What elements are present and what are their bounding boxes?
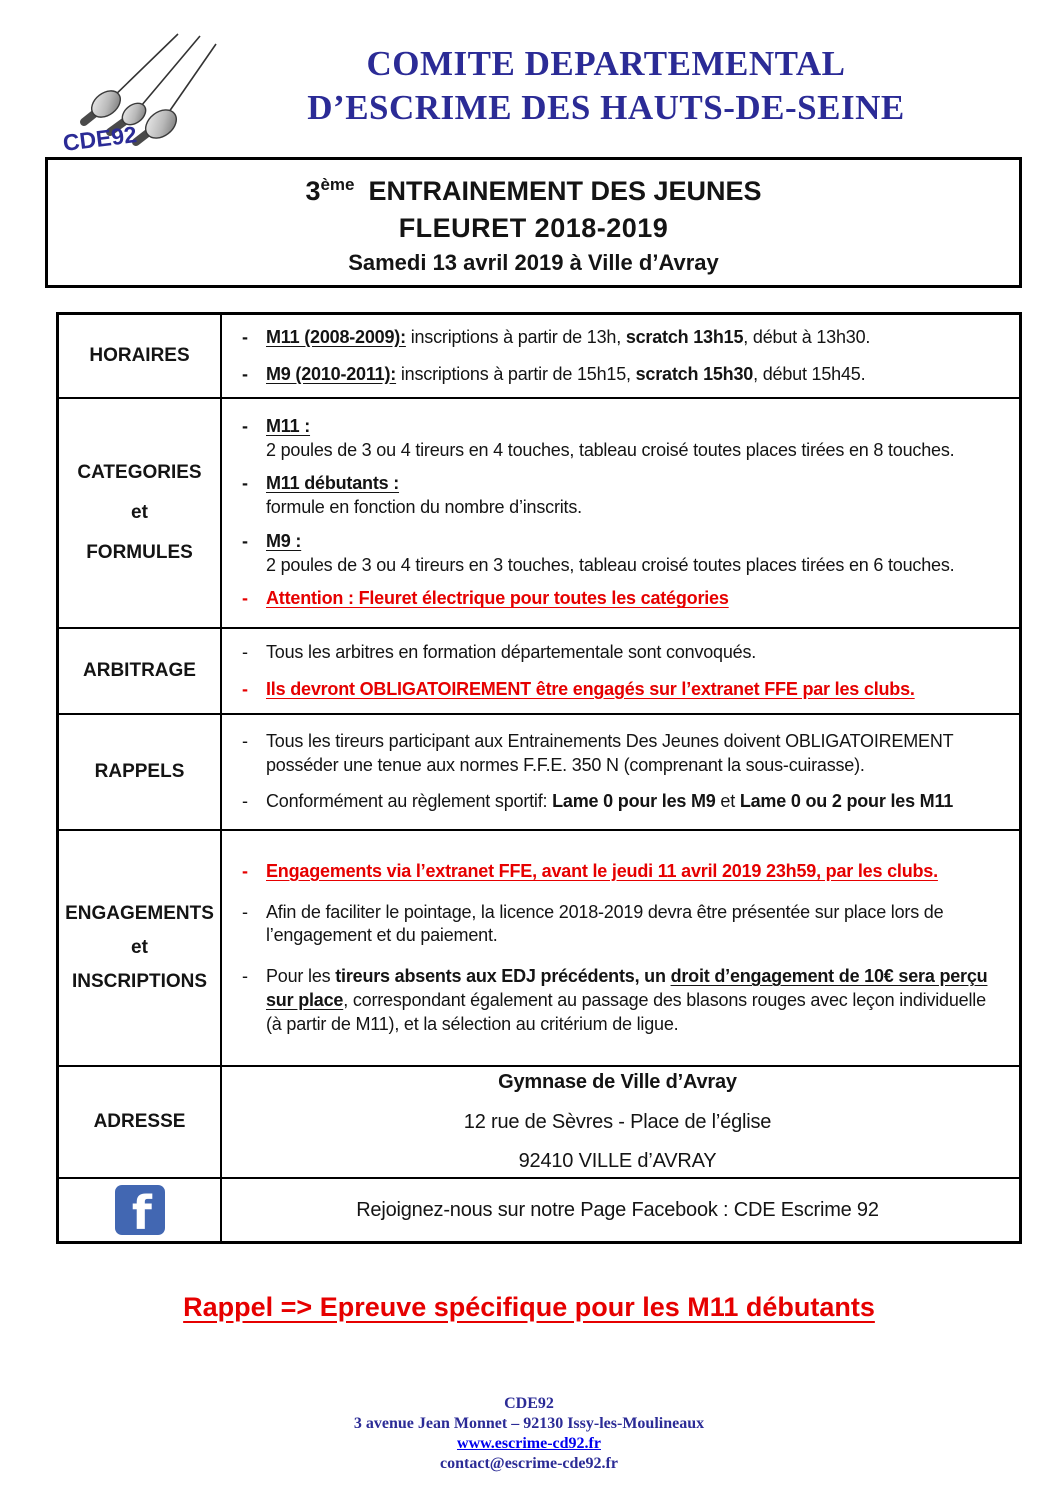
- bullet-dash: -: [242, 641, 248, 662]
- text-segment: droit d’engagement de 10€ sera perçu sur place: [266, 966, 988, 1010]
- text-segment: M11 :: [266, 415, 311, 436]
- text-segment: Pour les: [266, 966, 336, 986]
- centered-line: [242, 1148, 993, 1174]
- text-segment: scratch 13h15: [625, 326, 744, 347]
- text-segment: M11 débutants :: [266, 473, 400, 494]
- text-segment: inscriptions à partir de 15h15,: [396, 363, 636, 384]
- row-content-cell: [222, 399, 1019, 627]
- text-segment: Tous les arbitres en formation départementale sont convoqués.: [266, 641, 757, 662]
- bullet-dash: -: [242, 966, 248, 986]
- facebook-f-glyph: f: [131, 1186, 152, 1235]
- bullet-item: [242, 363, 993, 387]
- text-segment: Afin de faciliter le pointage, la licence 2018-2019 devra être présentée sur place lors de l’engagement et du paiement.: [266, 901, 944, 946]
- bullet-text: [266, 790, 993, 814]
- event-name: ENTRAINEMENT DES JEUNES: [368, 175, 762, 206]
- row-content-cell: [222, 1179, 1019, 1241]
- row-content-cell: [222, 1067, 1019, 1177]
- event-weapon-season: FLEURET 2018-2019: [398, 212, 669, 243]
- table-row: [59, 831, 1019, 1067]
- row-label-cell: [59, 629, 222, 713]
- row-label-cell: [59, 399, 222, 627]
- text-segment: 2 poules de 3 ou 4 tireurs en 4 touches, tableau croisé toutes places tirées en 8 touches.: [266, 439, 955, 460]
- bullet-item: [242, 641, 993, 665]
- row-label: CATEGORIES: [77, 462, 202, 483]
- text-segment: M9 :: [266, 530, 302, 551]
- row-label: ENGAGEMENTS: [65, 903, 214, 924]
- event-title-box: [45, 157, 1022, 288]
- bullet-dash: -: [242, 530, 248, 551]
- text-segment: , un: [634, 966, 671, 986]
- facebook-icon[interactable]: [115, 1185, 165, 1235]
- text-segment: Rejoignez-nous sur notre Page Facebook : CDE Escrime 92: [356, 1198, 879, 1221]
- bullet-item: [242, 678, 993, 702]
- bullet-item: [242, 472, 993, 520]
- bullet-item: [242, 326, 993, 350]
- page-title-line2: D’ESCRIME DES HAUTS-DE-SEINE: [307, 88, 905, 127]
- text-segment: M9 (2010-2011):: [266, 363, 397, 384]
- row-label: ADRESSE: [93, 1111, 186, 1132]
- bullet-text: [266, 472, 993, 520]
- footer-website-link[interactable]: www.escrime-cd92.fr: [457, 1435, 601, 1452]
- bullet-dash: -: [242, 860, 248, 881]
- row-label: HORAIRES: [89, 345, 190, 366]
- row-label: et: [131, 502, 148, 523]
- text-segment: M11 (2008-2009):: [266, 326, 406, 347]
- centered-line: [242, 1109, 993, 1135]
- bullet-item: [242, 530, 993, 578]
- bullet-text: [266, 678, 993, 702]
- bullet-dash: -: [242, 730, 248, 751]
- text-segment: 92410 VILLE d’AVRAY: [518, 1150, 717, 1173]
- text-segment: Tous les tireurs participant aux Entrainements Des Jeunes doivent OBLIGATOIREMENT posséder une tenue aux normes F.F.E. 350 N (comprenant la sous-cuirasse).: [266, 730, 954, 775]
- bullet-item: [242, 790, 993, 814]
- table-row: [59, 629, 1019, 715]
- text-segment: Gymnase de Ville d’Avray: [498, 1071, 737, 1094]
- bullet-dash: -: [242, 363, 248, 384]
- bullet-dash: -: [242, 473, 248, 494]
- row-label: et: [131, 937, 148, 958]
- bullet-dash: -: [242, 415, 248, 436]
- bullet-text: [266, 901, 993, 949]
- text-segment: scratch 15h30: [635, 363, 754, 384]
- row-label: ARBITRAGE: [83, 660, 196, 681]
- bullet-item: [242, 587, 993, 611]
- row-content-cell: [222, 629, 1019, 713]
- table-row: [59, 1179, 1019, 1241]
- bullet-item: [242, 965, 993, 1036]
- bullet-dash: -: [242, 588, 248, 609]
- logo-label: CDE92: [61, 121, 139, 156]
- row-label-cell: [59, 1067, 222, 1177]
- bullet-item: [242, 415, 993, 463]
- bullet-text: [266, 363, 993, 387]
- bullet-text: [266, 326, 993, 350]
- text-segment: 12 rue de Sèvres - Place de l’église: [463, 1110, 772, 1133]
- text-segment: Lame 0 pour les M9: [552, 791, 716, 812]
- row-label: RAPPELS: [94, 761, 185, 782]
- bullet-text: [266, 530, 993, 578]
- page-title-line1: COMITE DEPARTEMENTAL: [366, 44, 846, 83]
- row-label-cell: [59, 715, 222, 829]
- bullet-dash: -: [242, 901, 248, 922]
- table-row: [59, 1067, 1019, 1179]
- bullet-text: [266, 587, 993, 611]
- text-segment: et: [715, 791, 740, 812]
- text-segment: , début à 13h30.: [743, 326, 871, 347]
- centered-line: [242, 1069, 993, 1095]
- text-segment: Engagements via l’extranet FFE, avant le jeudi 11 avril 2019 23h59, par les clubs.: [266, 860, 938, 881]
- table-row: [59, 399, 1019, 629]
- text-segment: Attention : Fleuret électrique pour toutes les catégories: [266, 588, 729, 609]
- page-footer: [0, 1394, 1058, 1474]
- bullet-text: [266, 415, 993, 463]
- table-row: [59, 315, 1019, 399]
- row-content-cell: [222, 715, 1019, 829]
- fencing-foils-icon: [42, 24, 217, 162]
- info-table: [56, 312, 1022, 1244]
- bullet-item: [242, 901, 993, 949]
- bullet-text: [266, 641, 993, 665]
- bullet-dash: -: [242, 791, 248, 812]
- text-segment: inscriptions à partir de 13h,: [405, 326, 626, 347]
- row-label-cell: [59, 1179, 222, 1241]
- row-content-cell: [222, 315, 1019, 397]
- text-segment: Ils devront OBLIGATOIREMENT être engagés sur l’extranet FFE par les clubs.: [266, 678, 915, 699]
- bullet-dash: -: [242, 678, 248, 699]
- text-segment: Conformément au règlement sportif:: [266, 791, 553, 812]
- bullet-dash: -: [242, 326, 248, 347]
- event-number-suffix: ème: [320, 174, 355, 194]
- bullet-item: [242, 860, 993, 884]
- bullet-text: [266, 965, 993, 1036]
- reminder-banner: Rappel => Epreuve spécifique pour les M11 débutants: [183, 1292, 875, 1322]
- row-content-cell: [222, 831, 1019, 1065]
- page-title: [210, 42, 1002, 130]
- row-label: FORMULES: [86, 542, 193, 563]
- bullet-text: [266, 730, 993, 778]
- event-date-place: Samedi 13 avril 2019 à Ville d’Avray: [348, 249, 719, 275]
- row-label: INSCRIPTIONS: [71, 971, 208, 992]
- text-segment: , début 15h45.: [753, 363, 866, 384]
- event-title-line1: [305, 170, 761, 206]
- text-segment: , correspondant également au passage des blasons rouges avec leçon individuelle (à partir de M11), et la sélection au critérium de ligue.: [266, 989, 986, 1034]
- row-label-cell: [59, 831, 222, 1065]
- text-segment: tireurs absents aux EDJ précédents: [335, 966, 635, 986]
- text-segment: 2 poules de 3 ou 4 tireurs en 3 touches, tableau croisé toutes places tirées en 6 touches.: [266, 554, 955, 575]
- footer-org: CDE92: [504, 1395, 554, 1412]
- row-label-cell: [59, 315, 222, 397]
- table-row: [59, 715, 1019, 831]
- event-number: 3: [305, 175, 321, 206]
- bullet-text: [266, 860, 993, 884]
- bullet-item: [242, 730, 993, 778]
- text-segment: Lame 0 ou 2 pour les M11: [739, 791, 954, 812]
- centered-line: [242, 1197, 993, 1223]
- text-segment: formule en fonction du nombre d’inscrits.: [266, 497, 582, 518]
- cde92-logo: [42, 24, 217, 162]
- footer-email: contact@escrime-cde92.fr: [440, 1455, 618, 1472]
- footer-address: 3 avenue Jean Monnet – 92130 Issy-les-Moulineaux: [353, 1415, 705, 1432]
